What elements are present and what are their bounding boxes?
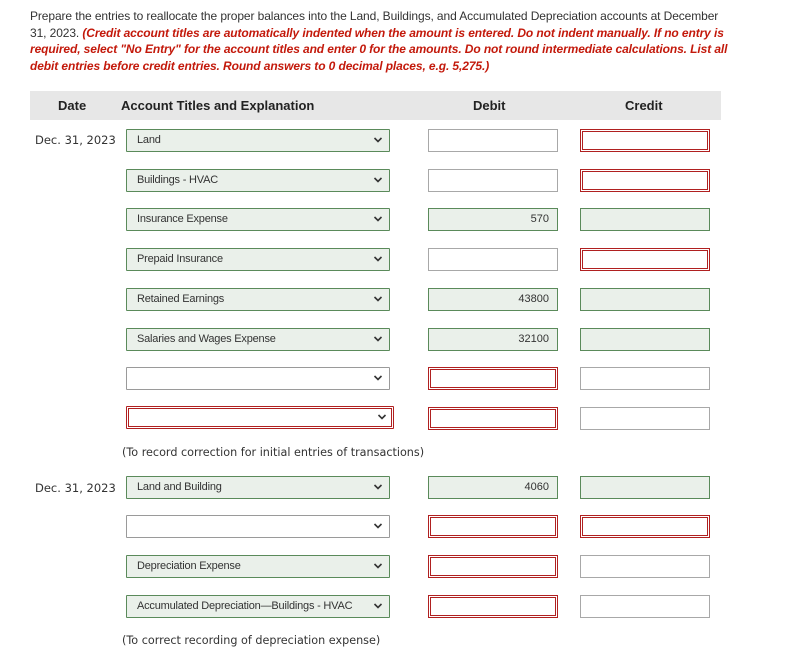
entry1-date: Dec. 31, 2023 <box>35 133 116 147</box>
account-value: Salaries and Wages Expense <box>137 333 276 345</box>
entry1-account-select-7[interactable] <box>126 367 390 390</box>
entry2-credit-1[interactable] <box>580 476 710 499</box>
chevron-down-icon <box>373 482 383 492</box>
entry2-account-select-1[interactable] <box>126 476 390 499</box>
entry1-debit-2[interactable] <box>428 169 558 192</box>
entry2-debit-2[interactable] <box>428 515 558 538</box>
entry1-account-select-8[interactable] <box>126 406 394 429</box>
chevron-down-icon <box>373 521 383 531</box>
entry1-account-select-5[interactable] <box>126 288 390 311</box>
entry1-credit-6[interactable] <box>580 328 710 351</box>
entry1-credit-4[interactable] <box>580 248 710 271</box>
account-value: Retained Earnings <box>137 293 225 305</box>
chevron-down-icon <box>373 294 383 304</box>
entry2-debit-1[interactable]: 4060 <box>428 476 558 499</box>
account-header: Account Titles and Explanation <box>121 98 315 113</box>
chevron-down-icon <box>373 373 383 383</box>
entry1-credit-1[interactable] <box>580 129 710 152</box>
entry2-account-select-3[interactable] <box>126 555 390 578</box>
entry1-debit-6[interactable]: 32100 <box>428 328 558 351</box>
chevron-down-icon <box>373 135 383 145</box>
instructions-text: Prepare the entries to reallocate the proper balances into the Land, Buildings, and Accumulated Depreciation accounts at December 31, 2023. <box>30 9 719 40</box>
account-value: Depreciation Expense <box>137 560 241 572</box>
entry2-date: Dec. 31, 2023 <box>35 481 116 495</box>
entry1-account-select-6[interactable] <box>126 328 390 351</box>
chevron-down-icon <box>373 561 383 571</box>
entry2-credit-4[interactable] <box>580 595 710 618</box>
entry1-credit-2[interactable] <box>580 169 710 192</box>
debit-header: Debit <box>473 98 506 113</box>
entry1-account-select-4[interactable] <box>126 248 390 271</box>
account-value: Land and Building <box>137 481 222 493</box>
entry2-credit-3[interactable] <box>580 555 710 578</box>
entry1-debit-7[interactable] <box>428 367 558 390</box>
credit-header: Credit <box>625 98 663 113</box>
table-header <box>30 91 721 120</box>
chevron-down-icon <box>373 214 383 224</box>
chevron-down-icon <box>373 334 383 344</box>
chevron-down-icon <box>373 254 383 264</box>
chevron-down-icon <box>373 175 383 185</box>
entry1-credit-3[interactable] <box>580 208 710 231</box>
entry2-debit-3[interactable] <box>428 555 558 578</box>
instructions <box>30 8 730 74</box>
entry1-credit-7[interactable] <box>580 367 710 390</box>
chevron-down-icon <box>377 412 387 422</box>
entry1-account-select-1[interactable] <box>126 129 390 152</box>
entry1-debit-1[interactable] <box>428 129 558 152</box>
entry1-debit-4[interactable] <box>428 248 558 271</box>
entry1-account-select-3[interactable] <box>126 208 390 231</box>
chevron-down-icon <box>373 601 383 611</box>
entry1-credit-8[interactable] <box>580 407 710 430</box>
entry1-debit-8[interactable] <box>428 407 558 430</box>
entry2-note: (To correct recording of depreciation expense) <box>122 634 381 647</box>
entry1-debit-5[interactable]: 43800 <box>428 288 558 311</box>
account-value: Insurance Expense <box>137 213 228 225</box>
account-value: Prepaid Insurance <box>137 253 223 265</box>
entry2-account-select-4[interactable] <box>126 595 390 618</box>
entry2-credit-2[interactable] <box>580 515 710 538</box>
entry2-account-select-2[interactable] <box>126 515 390 538</box>
instructions-red-text: (Credit account titles are automatically indented when the amount is entered. Do not indent manually. If no entry is required, select "No Entry" for the account titles and enter 0 for the amounts. Do not round intermediate calculations. List all debit entries before credit entries. Round answers to 0 decimal places, e.g. 5,275.) <box>30 25 728 73</box>
date-header: Date <box>58 98 87 113</box>
entry1-debit-3[interactable]: 570 <box>428 208 558 231</box>
account-value: Buildings - HVAC <box>137 174 218 186</box>
entry1-note: (To record correction for initial entries of transactions) <box>122 446 425 459</box>
entry1-credit-5[interactable] <box>580 288 710 311</box>
entry1-account-select-2[interactable] <box>126 169 390 192</box>
entry2-debit-4[interactable] <box>428 595 558 618</box>
account-value: Accumulated Depreciation—Buildings - HVAC <box>137 600 353 612</box>
account-value: Land <box>137 134 161 146</box>
